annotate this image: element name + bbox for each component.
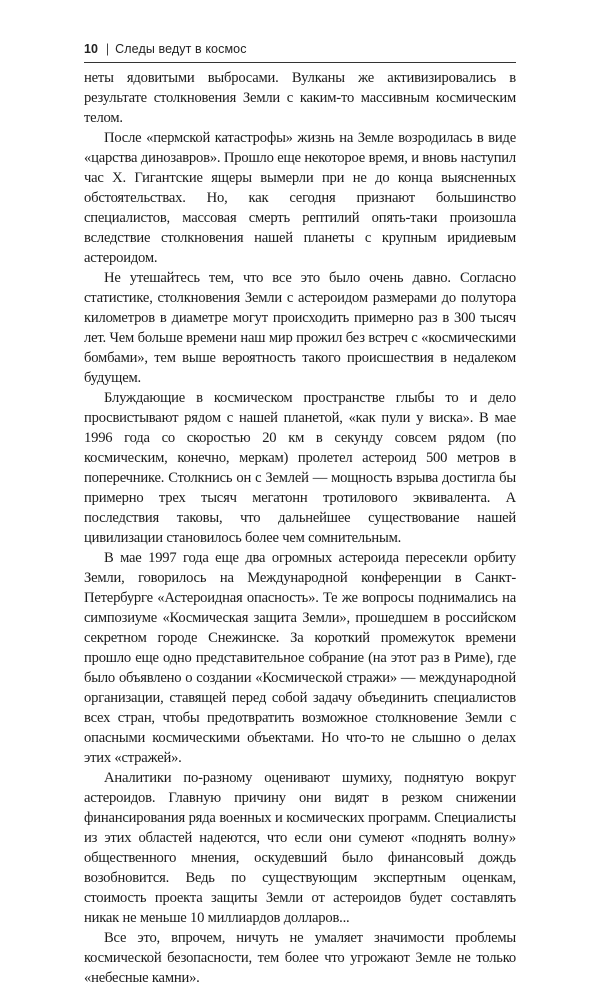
paragraph-1: неты ядовитыми выбросами. Вулканы же активизировались в результате столкновения Земли с каким-то массивным космическим телом. xyxy=(84,70,516,126)
body-text xyxy=(84,68,516,988)
paragraph-2: После «пермской катастрофы» жизнь на Земле возродилась в виде «царства динозавров». Прошло еще некоторое время, и вновь наступил час Х. Гигантские ящеры вымерли при не до конца выясненных обстоятельствах. Но, как сегодня признают большинство специалистов, массовая смерть рептилий опять-таки произошла вследствие столкновения нашей планеты с крупным иридиевым астероидом. xyxy=(84,130,516,266)
paragraph-6: Аналитики по-разному оценивают шумиху, поднятую вокруг астероидов. Главную причину они видят в резком снижении финансирования ряда военных и космических программ. Специалисты из этих областей надеются, что если они сумеют «поднять волну» общественного мнения, оскудевший было финансовый дождь возобновится. Ведь по существующим экспертным оценкам, стоимость проекта защиты Земли от астероидов будет составлять никак не меньше 10 миллиардов долларов... xyxy=(84,770,516,926)
running-header xyxy=(84,42,247,56)
paragraph-5: В мае 1997 года еще два огромных астероида пересекли орбиту Земли, говорилось на Международной конференции в Санкт-Петербурге «Астероидная опасность». Те же вопросы поднимались на симпозиуме «Космическая защита Земли», прошедшем в российском секретном городе Снежинске. За короткий промежуток времени прошло еще одно представительное собрание (на этот раз в Риме), где было объявлено о создании «Космической стражи» — международной организации, ставящей перед собой задачу объединить специалистов всех стран, чтобы предотвратить возможное столкновение Земли с опасными космическими объектами. Но что-то не слышно о делах этих «стражей». xyxy=(84,550,516,766)
paragraph-4: Блуждающие в космическом пространстве глыбы то и дело просвистывают рядом с нашей планетой, «как пули у виска». В мае 1996 года со скоростью 20 км в секунду совсем рядом (по космическим, конечно, меркам) пролетел астероид 500 метров в поперечнике. Столкнись он с Землей — мощность взрыва достигла бы примерно трех тысяч мегатонн тротилового эквивалента. А последствия таковы, что дальнейшее существование нашей цивилизации становилось более чем сомнительным. xyxy=(84,390,516,546)
header-rule xyxy=(84,62,516,63)
header-separator: | xyxy=(105,42,110,56)
page-number: 10 xyxy=(84,42,98,56)
running-title: Следы ведут в космос xyxy=(115,42,247,56)
paragraph-3: Не утешайтесь тем, что все это было очень давно. Согласно статистике, столкновения Земли с астероидом размерами до полутора километров в диаметре могут происходить примерно раз в 300 тысяч лет. Чем больше времени наш мир прожил без встреч с «космическими бомбами», тем выше вероятность такого происшествия в недалеком будущем. xyxy=(84,270,516,386)
paragraph-7: Все это, впрочем, ничуть не умаляет значимости проблемы космической безопасности, тем более что угрожают Земле не только «небесные камни». xyxy=(84,930,516,986)
